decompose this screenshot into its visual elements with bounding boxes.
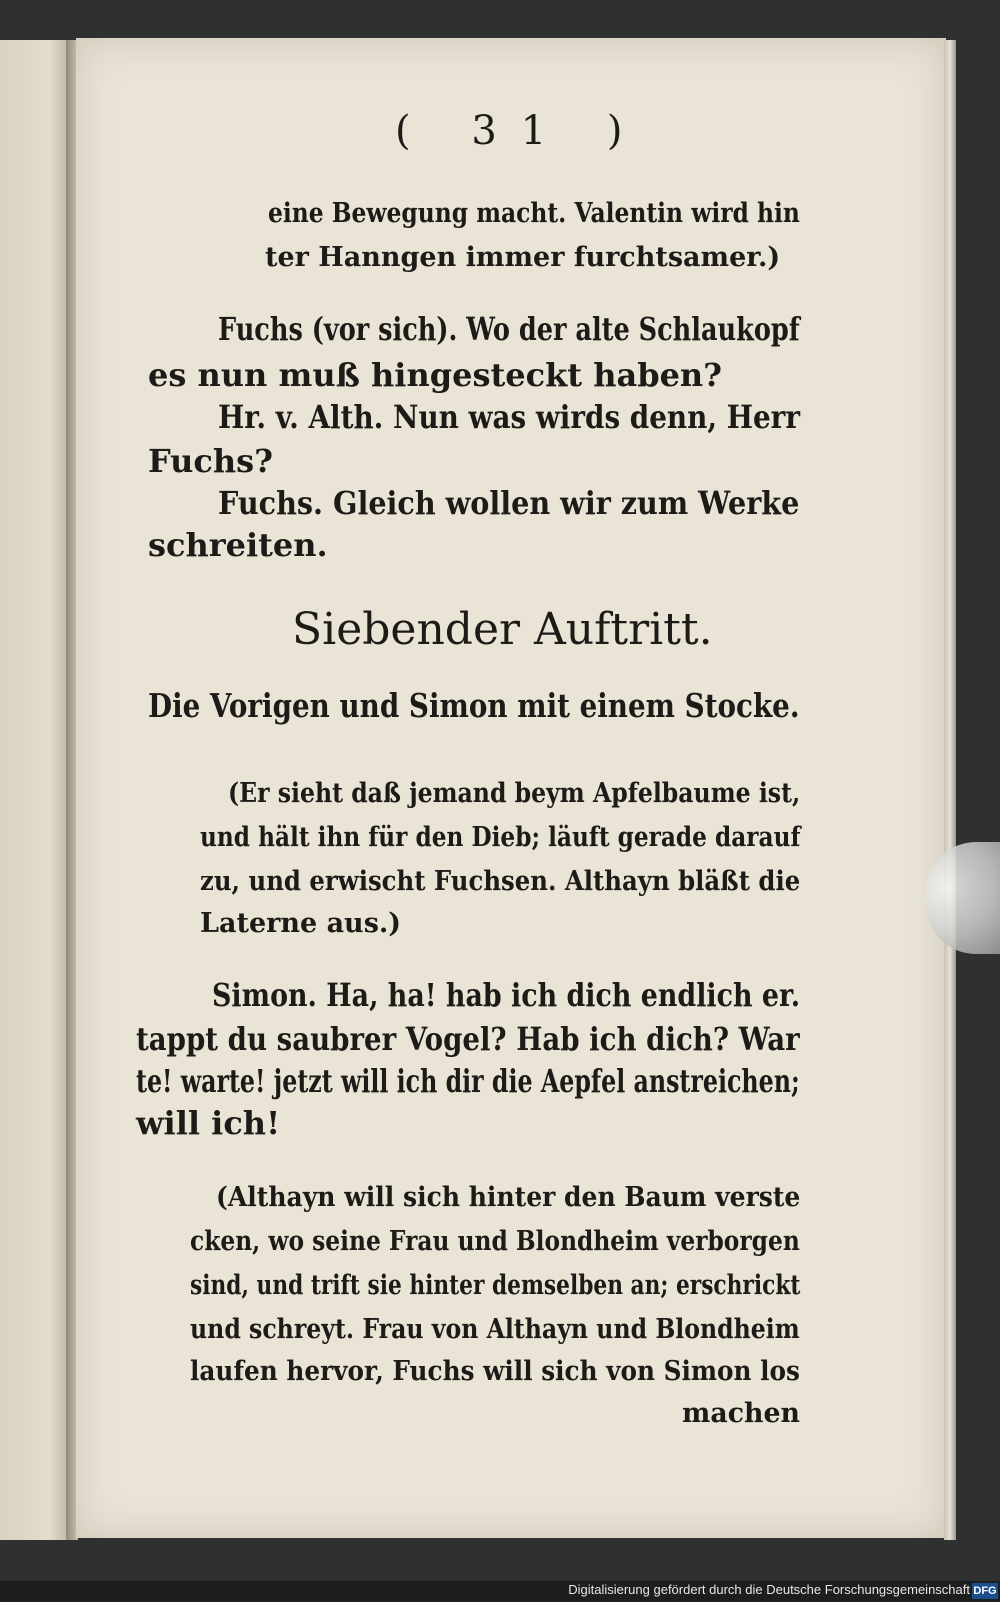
text-line: tappt du saubrer Vogel? Hab ich dich? War [136,1020,800,1058]
text-line: ter Hanngen immer furchtsamer.) [265,242,781,273]
text-line: schreiten. [148,526,328,564]
text-line: Fuchs? [148,442,273,480]
text-line: cken, wo seine Frau und Blondheim verborgen [190,1226,800,1257]
text-line: (Althayn will sich hinter den Baum verste [216,1182,801,1213]
text-line: te! warte! jetzt will ich dir die Aepfel anstreichen; [136,1062,800,1100]
text-line: Laterne aus.) [200,908,402,939]
text-line: Fuchs. Gleich wollen wir zum Werke [218,484,800,522]
text-line: Fuchs (vor sich). Wo der alte Schlaukopf [218,310,800,348]
scene-heading: Siebender Auftritt. [292,604,713,655]
text-line: es nun muß hingesteckt haben? [148,356,722,394]
text-line: zu, und erwischt Fuchsen. Althayn bläßt die [200,866,801,897]
text-line: eine Bewegung macht. Valentin wird hin [268,198,800,229]
dfg-logo: DFG [973,1585,997,1597]
text-line: und schreyt. Frau von Althayn und Blondheim [190,1314,800,1345]
footer-credit: Digitalisierung gefördert durch die Deutsche Forschungsgemeinschaft [568,1582,970,1597]
right-page-edge [944,40,956,1540]
page-number: ( 31 ) [395,108,647,154]
text-line: will ich! [136,1104,281,1142]
text-line: Simon. Ha, ha! hab ich dich endlich er. [212,976,801,1014]
scene-subheading: Die Vorigen und Simon mit einem Stocke. [148,686,800,725]
left-page-edge [0,40,70,1540]
text-line: laufen hervor, Fuchs will sich von Simon los [190,1356,800,1387]
text-line: Hr. v. Alth. Nun was wirds denn, Herr [218,398,800,436]
text-line: (Er sieht daß jemand beym Apfelbaume ist, [228,778,801,809]
text-line: machen [682,1398,801,1429]
text-line: und hält ihn für den Dieb; läuft gerade darauf [200,822,801,853]
text-line: sind, und trift sie hinter demselben an; erschrickt [190,1270,801,1301]
